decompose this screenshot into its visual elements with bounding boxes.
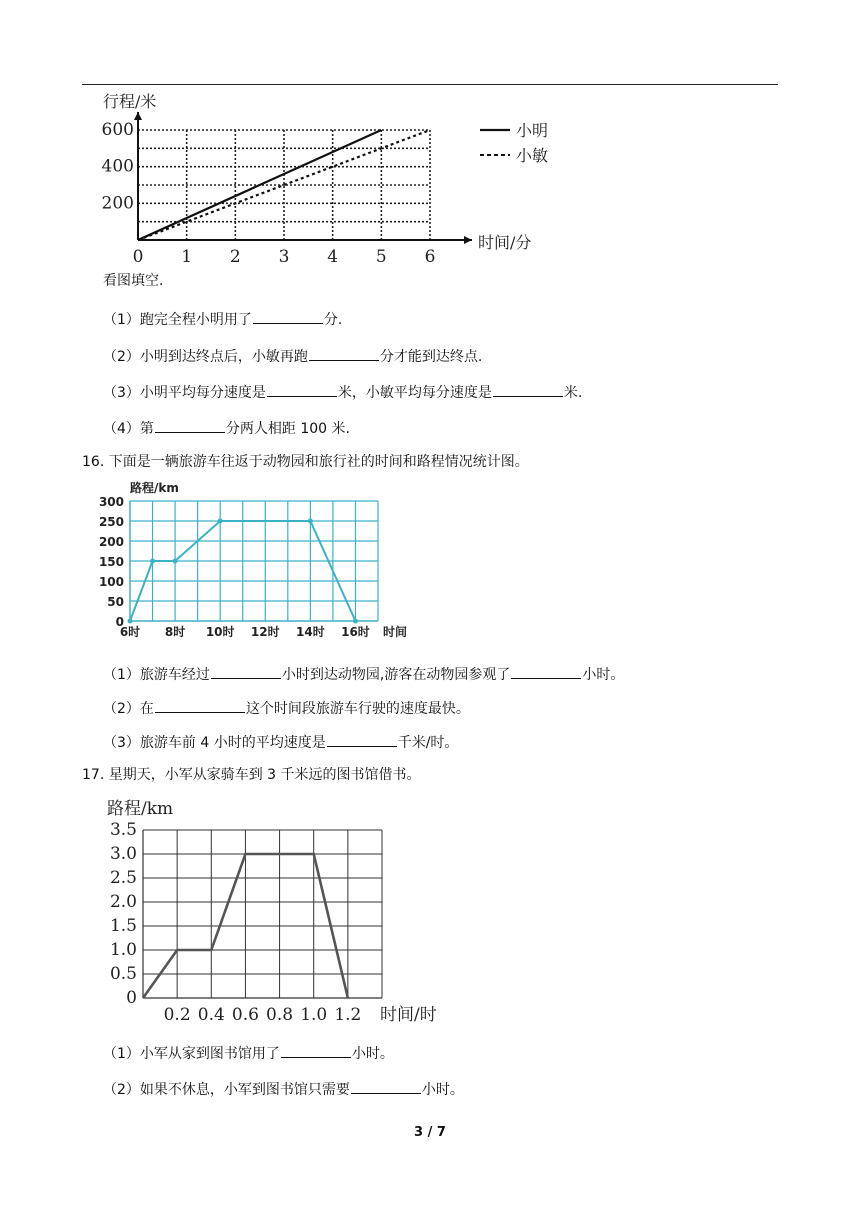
x-tick-label: 6: [424, 247, 436, 267]
data-point: [353, 619, 358, 624]
y-tick-label: 300: [98, 495, 124, 509]
x-axis-label: 时间: [383, 625, 408, 639]
y-tick-label: 200: [101, 193, 134, 214]
x-tick-label: 1.2: [334, 1005, 362, 1025]
x-tick-label: 0.4: [197, 1005, 225, 1025]
x-tick-label: 2: [229, 247, 241, 267]
answer-blank[interactable]: [155, 418, 225, 433]
x-axis-label: 时间/时: [380, 1005, 437, 1025]
q17-item-2: （2）如果不休息，小军到图书馆只需要 小时。: [103, 1079, 464, 1099]
q16-number: 16.: [82, 454, 105, 470]
q15-item-2: （2）小明到达终点后，小敏再跑 分才能到达终点.: [103, 346, 482, 366]
y-tick-label: 50: [107, 595, 124, 609]
q15-item-4: （4）第 分两人相距 100 米.: [103, 418, 350, 438]
y-tick-label: 250: [98, 515, 124, 529]
answer-blank[interactable]: [351, 1079, 421, 1094]
y-tick-label: 1.0: [109, 940, 137, 960]
x-tick-label: 0: [132, 247, 144, 267]
answer-blank[interactable]: [211, 664, 281, 679]
x-tick-label: 0.8: [266, 1005, 294, 1025]
answer-blank[interactable]: [253, 309, 323, 324]
data-point: [128, 619, 133, 624]
y-tick-label: 400: [101, 156, 134, 177]
x-tick-label: 10时: [205, 625, 235, 639]
data-point: [218, 519, 223, 524]
y-tick-label: 1.5: [109, 916, 137, 936]
y-tick-label: 3.0: [109, 844, 137, 864]
y-axis-arrow: [134, 112, 142, 120]
answer-blank[interactable]: [155, 698, 245, 713]
q17-item-1: （1）小军从家到图书馆用了 小时。: [103, 1043, 394, 1063]
y-tick-label: 0.5: [109, 964, 137, 984]
x-axis-arrow: [464, 236, 472, 244]
y-tick-label: 3.5: [109, 820, 137, 840]
q15-item-3: （3）小明平均每分速度是 米，小敏平均每分速度是 米.: [103, 382, 582, 402]
y-tick-label: 2.0: [109, 892, 137, 912]
legend-label: 小明: [516, 121, 549, 140]
x-tick-label: 8时: [164, 625, 186, 639]
y-axis-label: 路程/km: [107, 799, 174, 819]
q16-stem: [82, 453, 529, 471]
q16-item-3: （3）旅游车前 4 小时的平均速度是 千米/时。: [103, 732, 458, 752]
q17-stem: [82, 766, 421, 784]
answer-blank[interactable]: [327, 732, 397, 747]
y-tick-label: 2.5: [109, 868, 137, 888]
x-tick-label: 6时: [119, 625, 141, 639]
y-tick-label: 200: [98, 535, 124, 549]
answer-blank[interactable]: [511, 664, 581, 679]
q16-text: 下面是一辆旅游车往返于动物园和旅行社的时间和路程情况统计图。: [108, 454, 529, 470]
q17-text: 星期天，小军从家骑车到 3 千米远的图书馆借书。: [108, 767, 421, 783]
x-tick-label: 5: [375, 247, 387, 267]
q16-item-1: （1）旅游车经过 小时到达动物园,游客在动物园参观了 小时。: [103, 664, 624, 684]
y-tick-label: 0: [126, 988, 137, 1008]
x-tick-label: 1.0: [300, 1005, 328, 1025]
x-axis-label: 时间/分: [478, 233, 532, 252]
x-tick-label: 16时: [341, 625, 370, 639]
answer-blank[interactable]: [281, 1043, 351, 1058]
y-axis-label: 路程/km: [130, 481, 179, 495]
x-tick-label: 1: [181, 247, 193, 267]
answer-blank[interactable]: [309, 346, 379, 361]
y-tick-label: 100: [98, 575, 124, 589]
answer-blank[interactable]: [493, 382, 563, 397]
y-tick-label: 150: [98, 555, 124, 569]
y-tick-label: 600: [101, 120, 134, 140]
q15-prompt: 看图填空.: [103, 273, 164, 289]
page-number: 3 / 7: [414, 1125, 446, 1140]
x-tick-label: 3: [278, 247, 290, 267]
q17-number: 17.: [82, 767, 105, 783]
data-point: [150, 559, 155, 564]
answer-blank[interactable]: [267, 382, 337, 397]
legend-label: 小敏: [516, 146, 549, 165]
y-axis-label: 行程/米: [103, 92, 157, 111]
x-tick-label: 0.6: [231, 1005, 259, 1025]
x-tick-label: 12时: [250, 625, 280, 639]
x-tick-label: 0.2: [163, 1005, 191, 1025]
data-point: [308, 519, 313, 524]
x-tick-label: 14时: [296, 625, 325, 639]
q16-item-2: （2）在 这个时间段旅游车行驶的速度最快。: [103, 698, 470, 718]
data-point: [173, 559, 178, 564]
y-tick-label: 0: [115, 615, 124, 629]
q15-item-1: （1）跑完全程小明用了 分.: [103, 309, 342, 329]
x-tick-label: 4: [327, 247, 339, 267]
